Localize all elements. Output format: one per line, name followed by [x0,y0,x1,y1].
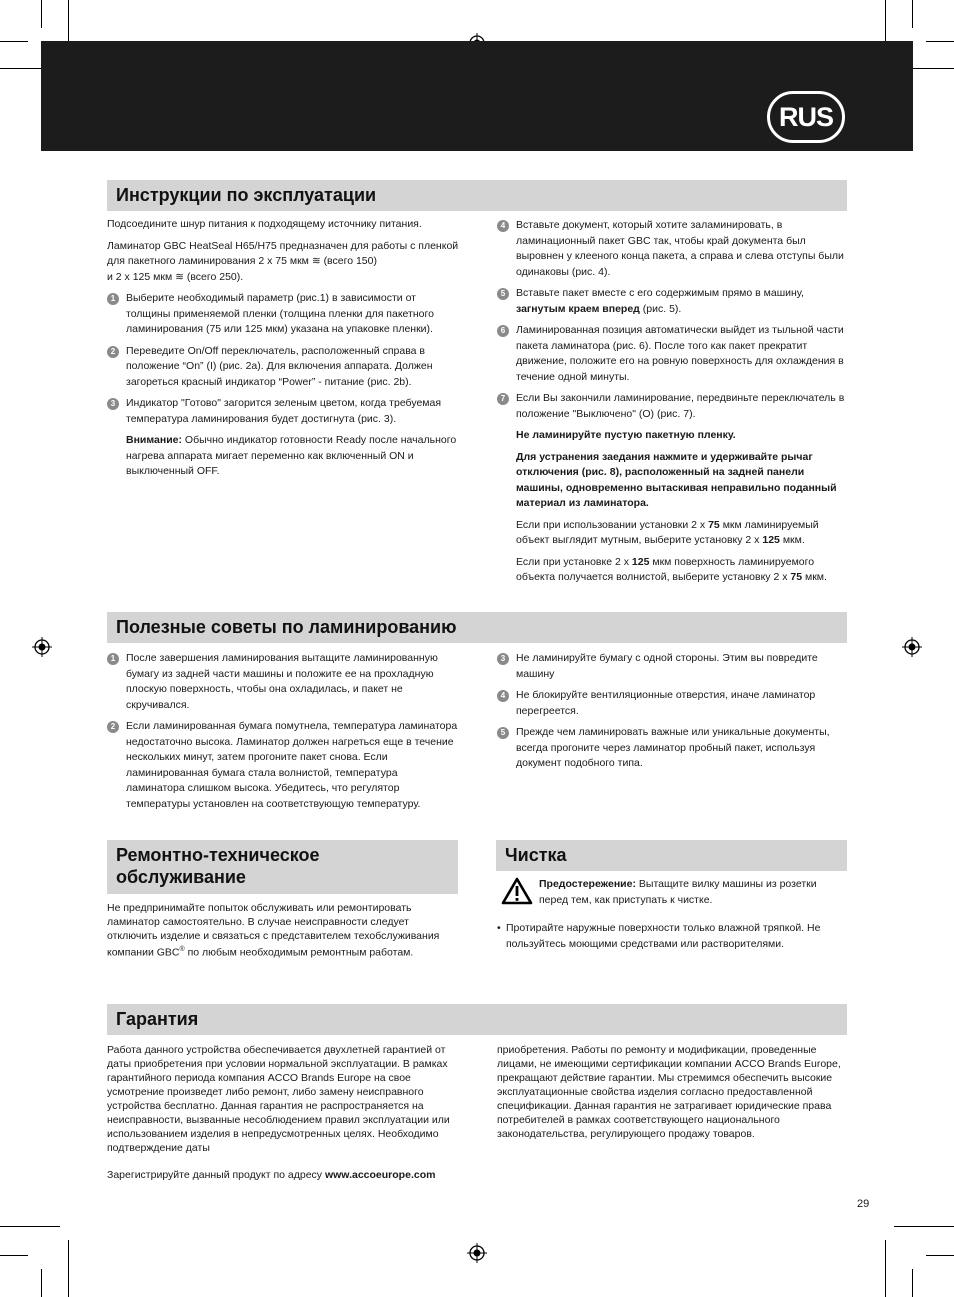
step-number: 1 [107,293,119,305]
tips-right-column [497,651,849,778]
tip-item: 4 Не блокируйте вентиляционные отверстия, иначе ламинатор перегреется. [497,688,849,719]
tips-left-column [107,651,459,818]
tip-item: 1 После завершения ламинирования вытащите ламинированную бумагу из задней части машины и положите ее на прохладную плоскую поверхность, чтобы она охладилась, и пакет не скручивался. [107,651,459,713]
crop-mark [926,41,954,42]
tip-number: 2 [107,721,119,733]
warranty-text-left: Работа данного устройства обеспечивается двухлетней гарантией от даты приобретения при условии нормальной эксплуатации. В рамках гарантийного периода компания ACCO Brands Europe на свое усмотрение произведет либо ремонт, либо замену неисправного устройства бесплатно. Данная гарантия не распространяется на неисправности, вызванные несоблюдением правил эксплуатации или использованием изделия в непредусмотренных целях. Необходимо подтверждение даты [107,1044,450,1154]
warning-empty-pouch: Не ламинируйте пустую пакетную пленку. [516,429,736,441]
step-item: 5 Вставьте пакет вместе с его содержимым прямо в машину, загнутым краем вперед (рис. 5). [497,286,849,317]
step-item: 4 Вставьте документ, который хотите заламинировать, в ламинационный пакет GBC так, чтобы край документа был выровнен у клееного конца пакета, а справа и слева отступы были одинаковы (рис. 4). [497,218,849,280]
crop-mark [0,1226,60,1227]
instructions-right-column [497,218,849,592]
caution-row: Предостережение: Вытащите вилку машины из розетки перед тем, как приступать к чистке. [497,877,847,913]
intro-paragraph: Подсоедините шнур питания к подходящему источнику питания. [107,218,422,230]
tip-number: 3 [497,653,509,665]
tip-item: 2 Если ламинированная бумага помутнела, температура ламинатора недостаточно высока. Ламинатор должен нагреться еще в течение нескольких минут, затем прогоните пакет снова. Если ламинированная бумага стала волнистой, температура ламинатора слишком высока. Убедитесь, что регулятор температуры установлен на соответствующую температуру. [107,719,459,812]
warranty-register: Зарегистрируйте данный продукт по адресу www.accoeurope.com [107,1169,436,1181]
cleaning-content [497,877,847,952]
step-item: 3 Индикатор "Готово" загорится зеленым цветом, когда требуемая температура ламинирования будет достигнута (рис. 3). [107,396,459,427]
tip-number: 1 [107,653,119,665]
step-number: 5 [497,288,509,300]
step-number: 6 [497,325,509,337]
warranty-text-right: приобретения. Работы по ремонту и модификации, проведенные лицами, не имеющими сертификации компании ACCO Brands Europe, прекращают действие гарантии. Мы стремимся обеспечить высокие эксплуатационные свойства изделия согласно предоставленной спецификации. Данная гарантия не затрагивает юридические права потребителей в рамках соответствующего национального законодательства, регулирующего продажу товаров. [497,1044,841,1140]
step-number: 3 [107,398,119,410]
step-item: 1 Выберите необходимый параметр (рис.1) в зависимости от толщины применяемой пленки (толщина пленки для пакетного ламинирования (75 или 125 мкм) указана на упаковке пленки). [107,291,459,338]
registration-mark-icon [467,1243,487,1263]
step-number: 2 [107,346,119,358]
heat-icon: ≋ [311,255,321,267]
crop-mark [885,1240,886,1297]
section-title-cleaning: Чистка [496,840,847,871]
step-item: 2 Переведите On/Off переключатель, расположенный справа в положение “On” (I) (рис. 2a). Для включения аппарата. Должен загореться красный индикатор “Power” - питание (рис. 2b). [107,344,459,391]
step-number: 7 [497,393,509,405]
instructions-left-column [107,217,459,486]
service-text: Не предпринимайте попыток обслуживать или ремонтировать ламинатор самостоятельно. В случае неисправности следует отключить изделие и связаться с представителем техобслуживания компании GBC® по любым необходимым ремонтным работам. [107,902,440,959]
warranty-left-column [107,1043,459,1182]
crop-mark [926,1255,954,1256]
registration-mark-icon [32,637,52,657]
website-link[interactable]: www.accoeurope.com [324,1169,436,1181]
crop-mark [41,0,42,28]
crop-mark [41,1269,42,1297]
attention-note: Внимание: Обычно индикатор готовности Ready после начального нагрева аппарата мигает переменно как включенный ON и выключенный OFF. [126,434,457,477]
registration-mark-icon [902,637,922,657]
crop-mark [68,1240,69,1297]
warning-jam: Для устранения заедания нажмите и удерживайте рычаг отключения (рис. 8), расположенный на задней панели машины, одновременно вытаскивая неправильно поданный материал из ламинатора. [516,450,837,509]
warning-triangle-icon [501,877,533,905]
intro-paragraph-film: Ламинатор GBC HeatSeal H65/H75 предназначен для работы с пленкой для пакетного ламинирования 2 x 75 мкм ≋ (всего 150) и 2 x 125 мкм ≋ (всего 250). [107,239,459,283]
tip-number: 4 [497,690,509,702]
section-title-service: Ремонтно-техническое обслуживание [107,840,458,894]
crop-mark [894,1226,954,1227]
tip-cloudy: Если при использовании установки 2 x 75 мкм ламинируемый объект выглядит мутным, выберите установку 2 x 125 мкм. [516,518,819,546]
language-badge: RUS [767,91,845,143]
step-number: 4 [497,220,509,232]
tip-wavy: Если при установке 2 x 125 мкм поверхность ламинируемого объекта получается волнистой, выберите установку 2 x 75 мкм. [516,555,827,583]
cleaning-bullet: • Протирайте наружные поверхности только влажной тряпкой. Не пользуйтесь моющими средствами или растворителями. [497,921,847,952]
crop-mark [0,1255,28,1256]
tip-item: 5 Прежде чем ламинировать важные или уникальные документы, всегда прогоните через ламинатор пробный пакет, используя документ подобного типа. [497,725,849,772]
section-title-tips: Полезные советы по ламинированию [107,612,847,643]
step-item: 6 Ламинированная позиция автоматически выйдет из тыльной части пакета ламинатора (рис. 6). После того как пакет прекратит движение, положите его на ровную поверхность для охлаждения в течение одной минуты. [497,323,849,385]
crop-mark [912,0,913,28]
heat-icon: ≋ [175,270,184,283]
page-number: 29 [857,1198,870,1210]
warranty-right-column [497,1043,849,1141]
tip-item: 3 Не ламинируйте бумагу с одной стороны. Этим вы повредите машину [497,651,849,682]
crop-mark [0,41,28,42]
step-item: 7 Если Вы закончили ламинирование, передвиньте переключатель в положение "Выключено" (O) (рис. 7). [497,391,849,422]
tip-number: 5 [497,727,509,739]
section-title-instructions: Инструкции по эксплуатации [107,180,847,211]
section-title-warranty: Гарантия [107,1004,847,1035]
crop-mark [912,1269,913,1297]
